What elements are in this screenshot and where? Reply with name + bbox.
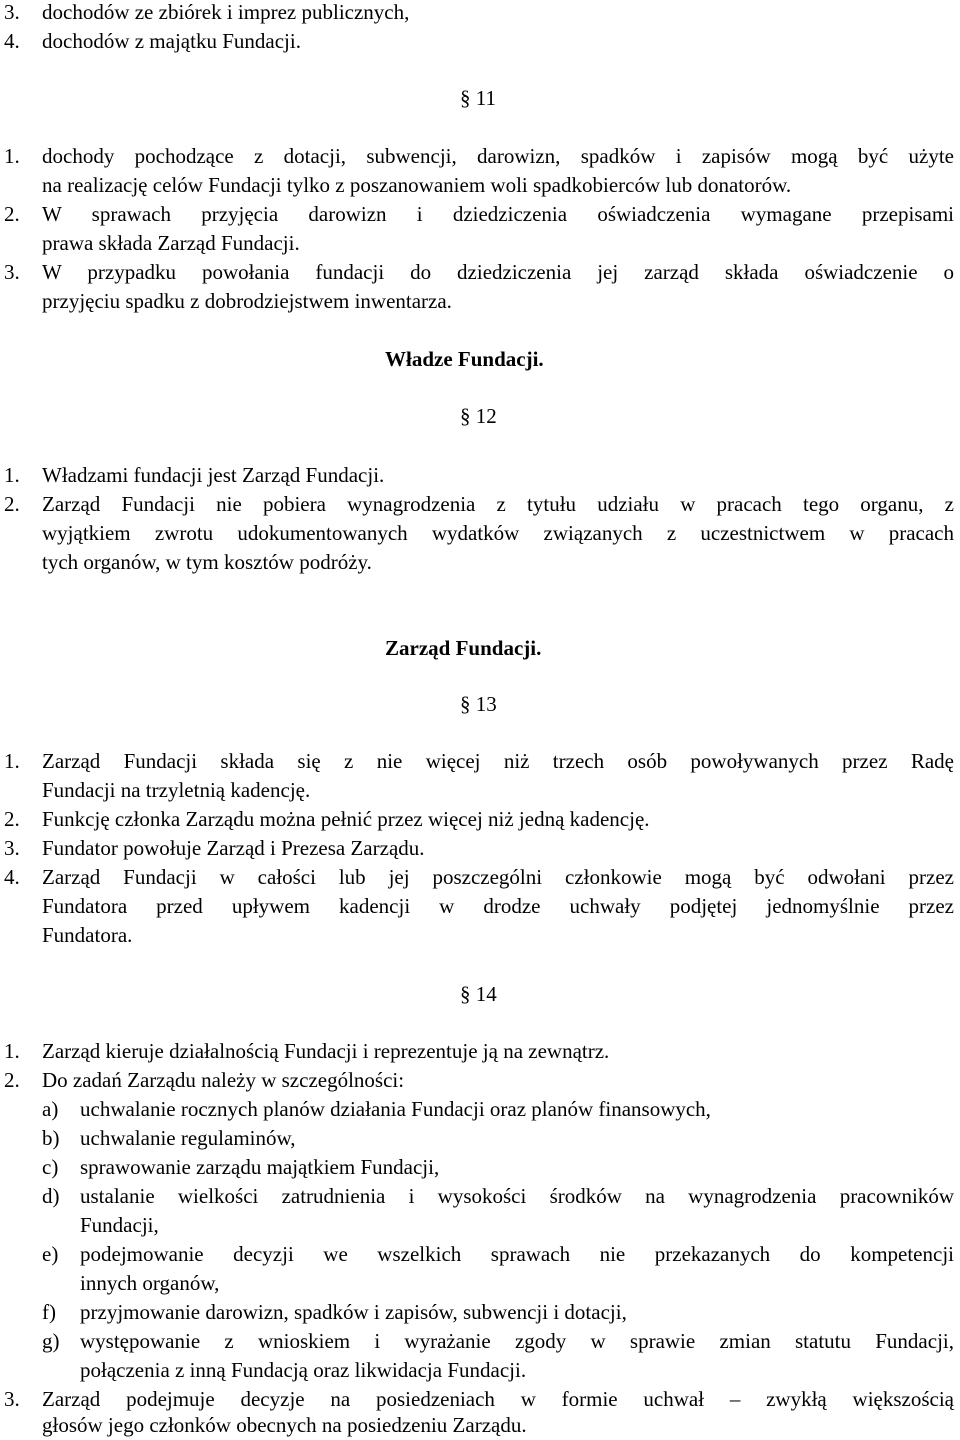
item-number: 3. bbox=[4, 0, 20, 24]
sub-item bbox=[0, 1182, 960, 1211]
list-item bbox=[0, 142, 960, 171]
item-number: 4. bbox=[4, 29, 20, 53]
section-number: § 14 bbox=[460, 982, 497, 1006]
item-text: Fundacji na trzyletnią kadencję. bbox=[42, 778, 311, 802]
chapter-heading bbox=[0, 634, 960, 663]
item-number: 3. bbox=[4, 260, 20, 284]
list-item bbox=[0, 834, 960, 863]
sub-item-text: przyjmowanie darowizn, spadków i zapisów, subwencji i dotacji, bbox=[80, 1300, 627, 1324]
item-text: na realizację celów Fundacji tylko z poszanowaniem woli spadkobierców lub donatorów. bbox=[42, 173, 792, 197]
sub-item-continuation bbox=[0, 1269, 960, 1298]
item-number: 3. bbox=[4, 1387, 20, 1411]
sub-item-text: innych organów, bbox=[80, 1271, 220, 1295]
list-item bbox=[0, 747, 960, 776]
sub-item-text: połączenia z inną Fundacją oraz likwidacja Fundacji. bbox=[80, 1358, 527, 1382]
item-text: dochodów z majątku Fundacji. bbox=[42, 29, 301, 53]
list-item bbox=[0, 258, 960, 287]
item-text: dochody pochodzące z dotacji, subwencji, darowizn, spadków i zapisów mogą być użyte bbox=[42, 144, 954, 168]
sub-item-text: podejmowanie decyzji we wszelkich sprawach nie przekazanych do kompetencji bbox=[80, 1242, 954, 1266]
sub-item-label: e) bbox=[42, 1242, 59, 1266]
item-text: przyjęciu spadku z dobrodziejstwem inwentarza. bbox=[42, 289, 452, 313]
list-item bbox=[0, 27, 960, 56]
item-number: 1. bbox=[4, 749, 20, 773]
list-item-continuation bbox=[0, 229, 960, 258]
list-item bbox=[0, 1037, 960, 1066]
item-text: Fundator powołuje Zarząd i Prezesa Zarządu. bbox=[42, 836, 425, 860]
section-number: § 13 bbox=[460, 692, 497, 716]
list-item bbox=[0, 863, 960, 892]
list-item-continuation bbox=[0, 519, 960, 548]
sub-item-label: g) bbox=[42, 1329, 60, 1353]
list-item bbox=[0, 490, 960, 519]
sub-item bbox=[0, 1095, 960, 1124]
item-number: 1. bbox=[4, 144, 20, 168]
section-number: § 11 bbox=[460, 86, 496, 110]
sub-item-text: ustalanie wielkości zatrudnienia i wysokości środków na wynagrodzenia pracowników bbox=[80, 1184, 954, 1208]
item-number: 2. bbox=[4, 1068, 20, 1092]
sub-item-text: Fundacji, bbox=[80, 1213, 159, 1237]
list-item bbox=[0, 1066, 960, 1095]
sub-item-label: d) bbox=[42, 1184, 60, 1208]
item-text: Zarząd podejmuje decyzje na posiedzeniach w formie uchwał – zwykłą większością bbox=[42, 1387, 954, 1411]
sub-item bbox=[0, 1240, 960, 1269]
item-text: dochodów ze zbiórek i imprez publicznych, bbox=[42, 0, 410, 24]
item-text: Do zadań Zarządu należy w szczególności: bbox=[42, 1068, 405, 1092]
sub-item bbox=[0, 1124, 960, 1153]
item-text: Zarząd Fundacji w całości lub jej poszczególni członkowie mogą być odwołani przez bbox=[42, 865, 954, 889]
item-text: Fundatora. bbox=[42, 923, 133, 947]
list-item-continuation bbox=[0, 892, 960, 921]
item-number: 2. bbox=[4, 807, 20, 831]
item-text: Zarząd Fundacji nie pobiera wynagrodzenia z tytułu udziału w pracach tego organu, z bbox=[42, 492, 954, 516]
sub-item-label: c) bbox=[42, 1155, 59, 1179]
section-marker-14 bbox=[0, 980, 960, 1009]
item-text: Władzami fundacji jest Zarząd Fundacji. bbox=[42, 463, 385, 487]
item-text: W przypadku powołania fundacji do dziedziczenia jej zarząd składa oświadczenie o bbox=[42, 260, 954, 284]
item-number: 3. bbox=[4, 836, 20, 860]
list-item-continuation bbox=[0, 171, 960, 200]
sub-item-label: f) bbox=[42, 1300, 56, 1324]
sub-item-label: a) bbox=[42, 1097, 59, 1121]
sub-item-continuation bbox=[0, 1211, 960, 1240]
list-item-continuation bbox=[0, 776, 960, 805]
sub-item-text: uchwalanie regulaminów, bbox=[80, 1126, 296, 1150]
list-item bbox=[0, 0, 960, 27]
item-number: 2. bbox=[4, 202, 20, 226]
sub-item-text: występowanie z wnioskiem i wyrażanie zgody w sprawie zmian statutu Fundacji, bbox=[80, 1329, 954, 1353]
item-number: 1. bbox=[4, 463, 20, 487]
sub-item-text: uchwalanie rocznych planów działania Fundacji oraz planów finansowych, bbox=[80, 1097, 711, 1121]
item-text: Zarząd kieruje działalnością Fundacji i reprezentuje ją na zewnątrz. bbox=[42, 1039, 610, 1063]
item-text: Funkcję członka Zarządu można pełnić przez więcej niż jedną kadencję. bbox=[42, 807, 650, 831]
item-text: W sprawach przyjęcia darowizn i dziedziczenia oświadczenia wymagane przepisami bbox=[42, 202, 954, 226]
sub-item bbox=[0, 1298, 960, 1327]
sub-item-text: sprawowanie zarządu majątkiem Fundacji, bbox=[80, 1155, 440, 1179]
item-text: Zarząd Fundacji składa się z nie więcej niż trzech osób powoływanych przez Radę bbox=[42, 749, 954, 773]
heading-text: Zarząd Fundacji. bbox=[385, 636, 542, 660]
list-item bbox=[0, 461, 960, 490]
list-item bbox=[0, 805, 960, 834]
sub-item bbox=[0, 1327, 960, 1356]
item-text: prawa składa Zarząd Fundacji. bbox=[42, 231, 300, 255]
sub-item bbox=[0, 1153, 960, 1182]
sub-item-label: b) bbox=[42, 1126, 60, 1150]
list-item-continuation bbox=[0, 548, 960, 577]
section-marker-13 bbox=[0, 690, 960, 719]
item-number: 1. bbox=[4, 1039, 20, 1063]
chapter-heading bbox=[0, 345, 960, 374]
list-item bbox=[0, 200, 960, 229]
item-text: Fundatora przed upływem kadencji w drodze uchwały podjętej jednomyślnie przez bbox=[42, 894, 954, 918]
section-marker-12 bbox=[0, 402, 960, 431]
item-text: tych organów, w tym kosztów podróży. bbox=[42, 550, 372, 574]
sub-item-continuation bbox=[0, 1356, 960, 1385]
heading-text: Władze Fundacji. bbox=[385, 347, 544, 371]
list-item-continuation bbox=[0, 287, 960, 316]
item-number: 4. bbox=[4, 865, 20, 889]
item-number: 2. bbox=[4, 492, 20, 516]
list-item-continuation bbox=[0, 921, 960, 950]
section-number: § 12 bbox=[460, 404, 497, 428]
item-text: głosów jego członków obecnych na posiedzeniu Zarządu. bbox=[42, 1413, 527, 1437]
list-item bbox=[0, 1385, 960, 1414]
item-text: wyjątkiem zwrotu udokumentowanych wydatków związanych z uczestnictwem w pracach bbox=[42, 521, 954, 545]
list-item-continuation bbox=[0, 1411, 960, 1440]
section-marker-11 bbox=[0, 84, 960, 113]
